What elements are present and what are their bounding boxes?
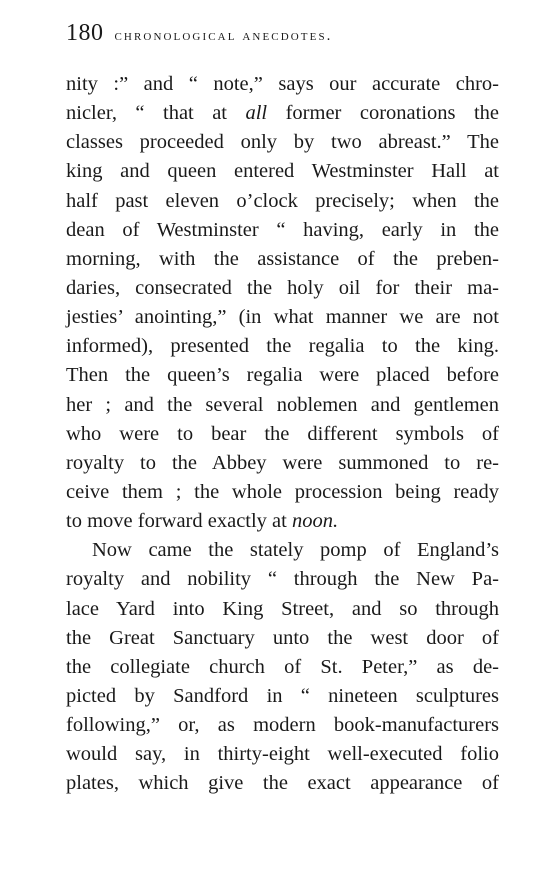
text-line: [66, 711, 499, 740]
text-segment: king and queen entered Westminster Hall at: [66, 160, 499, 183]
text-line: [66, 332, 499, 361]
text-line: [66, 740, 499, 769]
text-line: [66, 565, 499, 594]
body-text: [66, 70, 499, 799]
text-segment: the Great Sanctuary unto the west door of: [66, 626, 499, 649]
text-segment: former coronations the: [267, 102, 500, 125]
text-segment: Then the queen’s regalia were placed before: [66, 364, 499, 387]
text-segment: lace Yard into King Street, and so through: [66, 597, 499, 620]
text-line: [66, 449, 499, 478]
text-line: [66, 157, 499, 186]
text-line: [66, 216, 499, 245]
text-line: [66, 653, 499, 682]
text-line: [66, 507, 499, 536]
text-line: [66, 682, 499, 711]
paragraph: [66, 536, 499, 798]
text-line: [66, 624, 499, 653]
page-number: 180: [66, 20, 104, 46]
text-segment: classes proceeded only by two abreast.” The: [66, 131, 499, 154]
text-line: [66, 478, 499, 507]
text-line: [66, 187, 499, 216]
text-line: [66, 420, 499, 449]
italic-text: noon.: [291, 510, 339, 533]
text-segment: jesties’ anointing,” (in what manner we are not: [66, 306, 499, 329]
text-segment: royalty and nobility “ through the New Pa-: [66, 568, 499, 591]
text-line: [66, 595, 499, 624]
text-line: [66, 128, 499, 157]
text-segment: the collegiate church of St. Peter,” as de-: [66, 655, 499, 678]
text-segment: would say, in thirty-eight well-executed folio: [66, 743, 499, 766]
text-segment: her ; and the several noblemen and gentlemen: [66, 393, 499, 416]
text-segment: nicler, “ that at: [66, 102, 246, 125]
text-segment: ceive them ; the whole procession being ready: [66, 480, 499, 503]
text-segment: who were to bear the different symbols of: [66, 422, 499, 445]
text-segment: Now came the stately pomp of England’s: [92, 539, 499, 562]
text-line: [66, 536, 499, 565]
text-line: [66, 769, 499, 798]
text-segment: morning, with the assistance of the preben-: [66, 247, 499, 270]
text-line: [66, 303, 499, 332]
text-segment: informed), presented the regalia to the king.: [66, 335, 499, 358]
text-segment: royalty to the Abbey were summoned to re-: [66, 451, 499, 474]
italic-text: all: [245, 102, 268, 125]
text-segment: picted by Sandford in “ nineteen sculptures: [66, 684, 499, 707]
text-line: [66, 70, 499, 99]
text-line: [66, 391, 499, 420]
text-segment: daries, consecrated the holy oil for their ma-: [66, 276, 499, 299]
text-segment: plates, which give the exact appearance of: [66, 772, 499, 795]
text-line: [66, 274, 499, 303]
text-segment: to move forward exactly at: [66, 510, 292, 533]
text-line: [66, 245, 499, 274]
page-header: [66, 20, 333, 52]
text-segment: nity :” and “ note,” says our accurate chro-: [66, 73, 499, 95]
text-segment: following,” or, as modern book-manufacturers: [66, 714, 499, 737]
text-line: [66, 361, 499, 390]
text-segment: dean of Westminster “ having, early in the: [66, 218, 499, 241]
text-line: [66, 99, 499, 128]
paragraph: [66, 70, 499, 536]
running-head: chronological anecdotes.: [114, 28, 333, 44]
text-segment: half past eleven o’clock precisely; when the: [66, 189, 499, 212]
